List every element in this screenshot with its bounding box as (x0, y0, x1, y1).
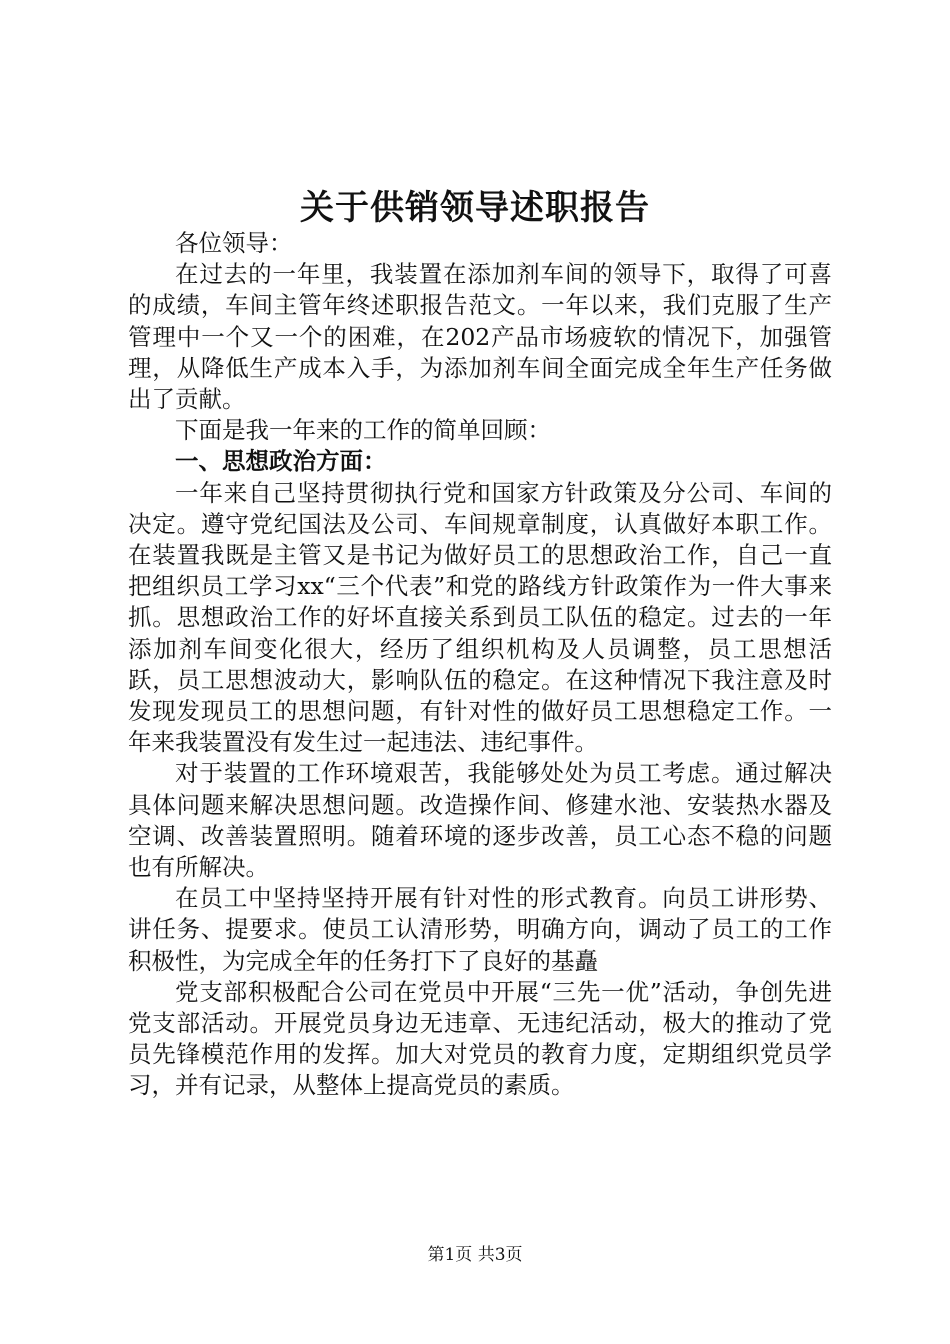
body-paragraph: 下面是我一年来的工作的简单回顾： (175, 416, 551, 445)
body-paragraph: 在员工中坚持坚持开展有针对性的形式教育。向员工讲形势、讲任务、提要求。使员工认清形势，明确方向，调动了员工的工作积极性，为完成全年的任务打下了良好的基矗 (128, 884, 832, 975)
page-number-footer: 第1页 共3页 (427, 1245, 523, 1265)
body-paragraph: 党支部积极配合公司在党员中开展“三先一优”活动，争创先进党支部活动。开展党员身边无违章、无违纪活动，极大的推动了党员先锋模范作用的发挥。加大对党员的教育力度，定期组织党员学习，并有记录，从整体上提高党员的素质。 (128, 977, 832, 1100)
section-heading: 一、思想政治方面： (175, 447, 387, 476)
body-paragraph: 对于装置的工作环境艰苦，我能够处处为员工考虑。通过解决具体问题来解决思想问题。改造操作间、修建水池、安装热水器及空调、改善装置照明。随着环境的逐步改善，员工心态不稳的问题也有所解决。 (128, 759, 832, 882)
salutation-paragraph: 各位领导： (175, 229, 293, 257)
body-paragraph: 在过去的一年里，我装置在添加剂车间的领导下，取得了可喜的成绩，车间主管年终述职报告范文。一年以来，我们克服了生产管理中一个又一个的困难，在202产品市场疲软的情况下，加强管理，从降低生产成本入手，为添加剂车间全面完成全年生产任务做出了贡献。 (128, 260, 832, 414)
body-paragraph: 一年来自己坚持贯彻执行党和国家方针政策及分公司、车间的决定。遵守党纪国法及公司、车间规章制度，认真做好本职工作。在装置我既是主管又是书记为做好员工的思想政治工作，自己一直把组织员工学习xx“三个代表”和党的路线方针政策作为一件大事来抓。思想政治工作的好坏直接关系到员工队伍的稳定。过去的一年添加剂车间变化很大，经历了组织机构及人员调整，员工思想活跃，员工思想波动大，影响队伍的稳定。在这种情况下我注意及时发现发现员工的思想问题，有针对性的做好员工思想稳定工作。一年来我装置没有发生过一起违法、违纪事件。 (128, 478, 832, 757)
document-body (128, 228, 832, 1102)
document-title: 关于供销领导述职报告 (300, 188, 650, 228)
